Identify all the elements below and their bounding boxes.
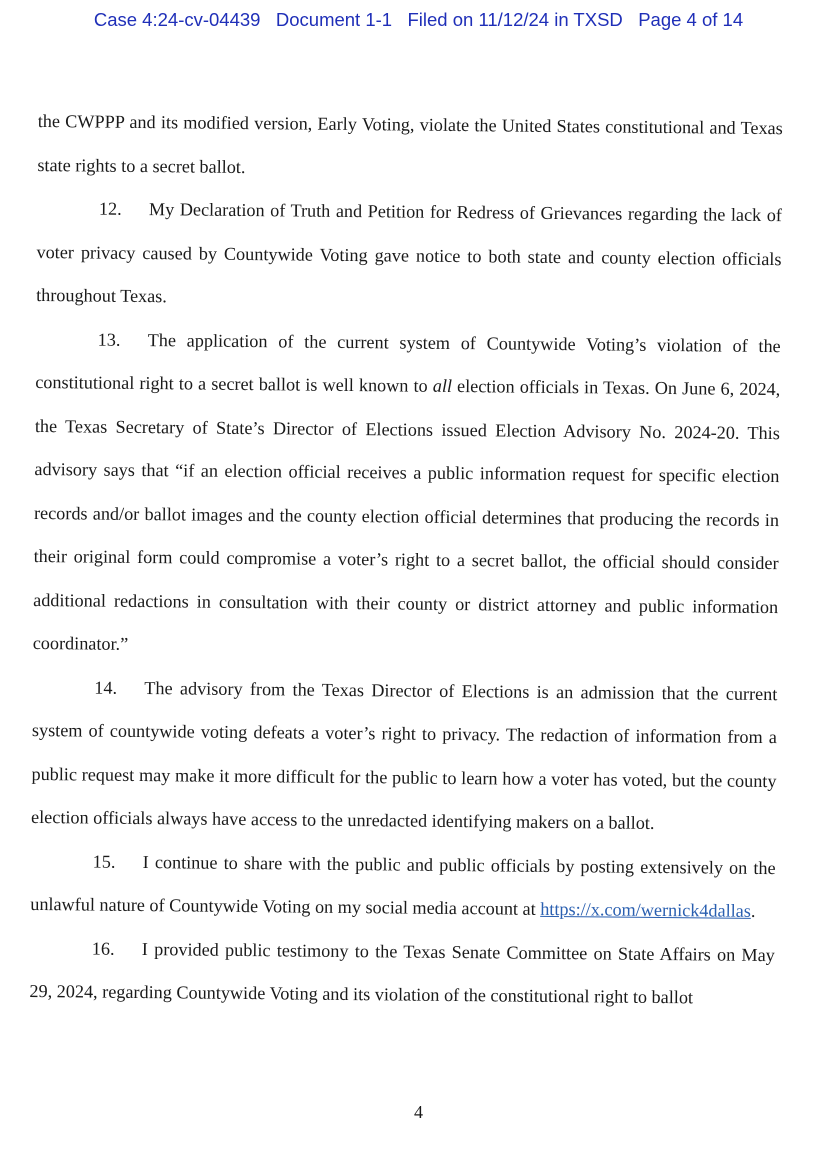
document-body: [29, 100, 783, 1021]
emphasis-text: all: [432, 375, 453, 396]
paragraph-number: 15.: [92, 851, 116, 872]
paragraph-text: I continue to share with the public and public officials by posting extensively on the unlawful nature of Countywide Voting on my social media account at: [30, 851, 776, 919]
intro-paragraph: the CWPPP and its modified version, Early Voting, violate the United States constitutional and Texas state rights to a secret ballot.: [37, 110, 783, 177]
paragraph-16: [29, 926, 775, 1020]
paragraph-text: The advisory from the Texas Director of Elections is an admission that the current system of countywide voting defeats a voter’s right to privacy. The redaction of information from a public request may make it more difficult for the public to learn how a voter has voted, but the county election officials always have access to the unredacted identifying makers on a ballot.: [31, 677, 778, 833]
paragraph-number: 16.: [91, 938, 115, 959]
paragraph-15: [30, 839, 776, 933]
paragraph-end: .: [750, 900, 756, 921]
paragraph-14: [31, 665, 778, 846]
paragraph-text: The application of the current system of Countywide Voting’s violation of the constitutional right to a secret ballot is well known to: [35, 329, 781, 396]
page-number: 4: [414, 1102, 423, 1122]
paragraph-number: 12.: [98, 198, 122, 219]
social-media-link[interactable]: https://x.com/wernick4dallas: [540, 898, 751, 921]
paragraph-number: 14.: [94, 677, 118, 698]
paragraph-text: My Declaration of Truth and Petition for Redress of Grievances regarding the lack of voter privacy caused by Countywide Voting gave notice to both state and county election officials throughout Texas.: [36, 199, 783, 307]
paragraph-12: [36, 187, 782, 325]
paragraph-13: [33, 317, 781, 672]
case-header: Case 4:24-cv-04439 Document 1-1 Filed on 11/12/24 in TXSD Page 4 of 14: [93, 9, 744, 30]
paragraph-number: 13.: [97, 329, 121, 350]
paragraph-text-cont: election officials in Texas. On June 6, 2024, the Texas Secretary of State’s Director of Elections issued Election Advisory No. 2024-20. This advisory says that “if an election official receives a public information request for specific election records and/or ballot images and the county election official determines that producing the records in their original form could compromise a voter’s right to a secret ballot, the official should consider additional redactions in consultation with their county or district attorney and public information coordinator.”: [32, 375, 781, 654]
paragraph-text: I provided public testimony to the Texas Senate Committee on State Affairs on May 29, 2024, regarding Countywide Voting and its violation of the constitutional right to ballot: [29, 938, 775, 1008]
